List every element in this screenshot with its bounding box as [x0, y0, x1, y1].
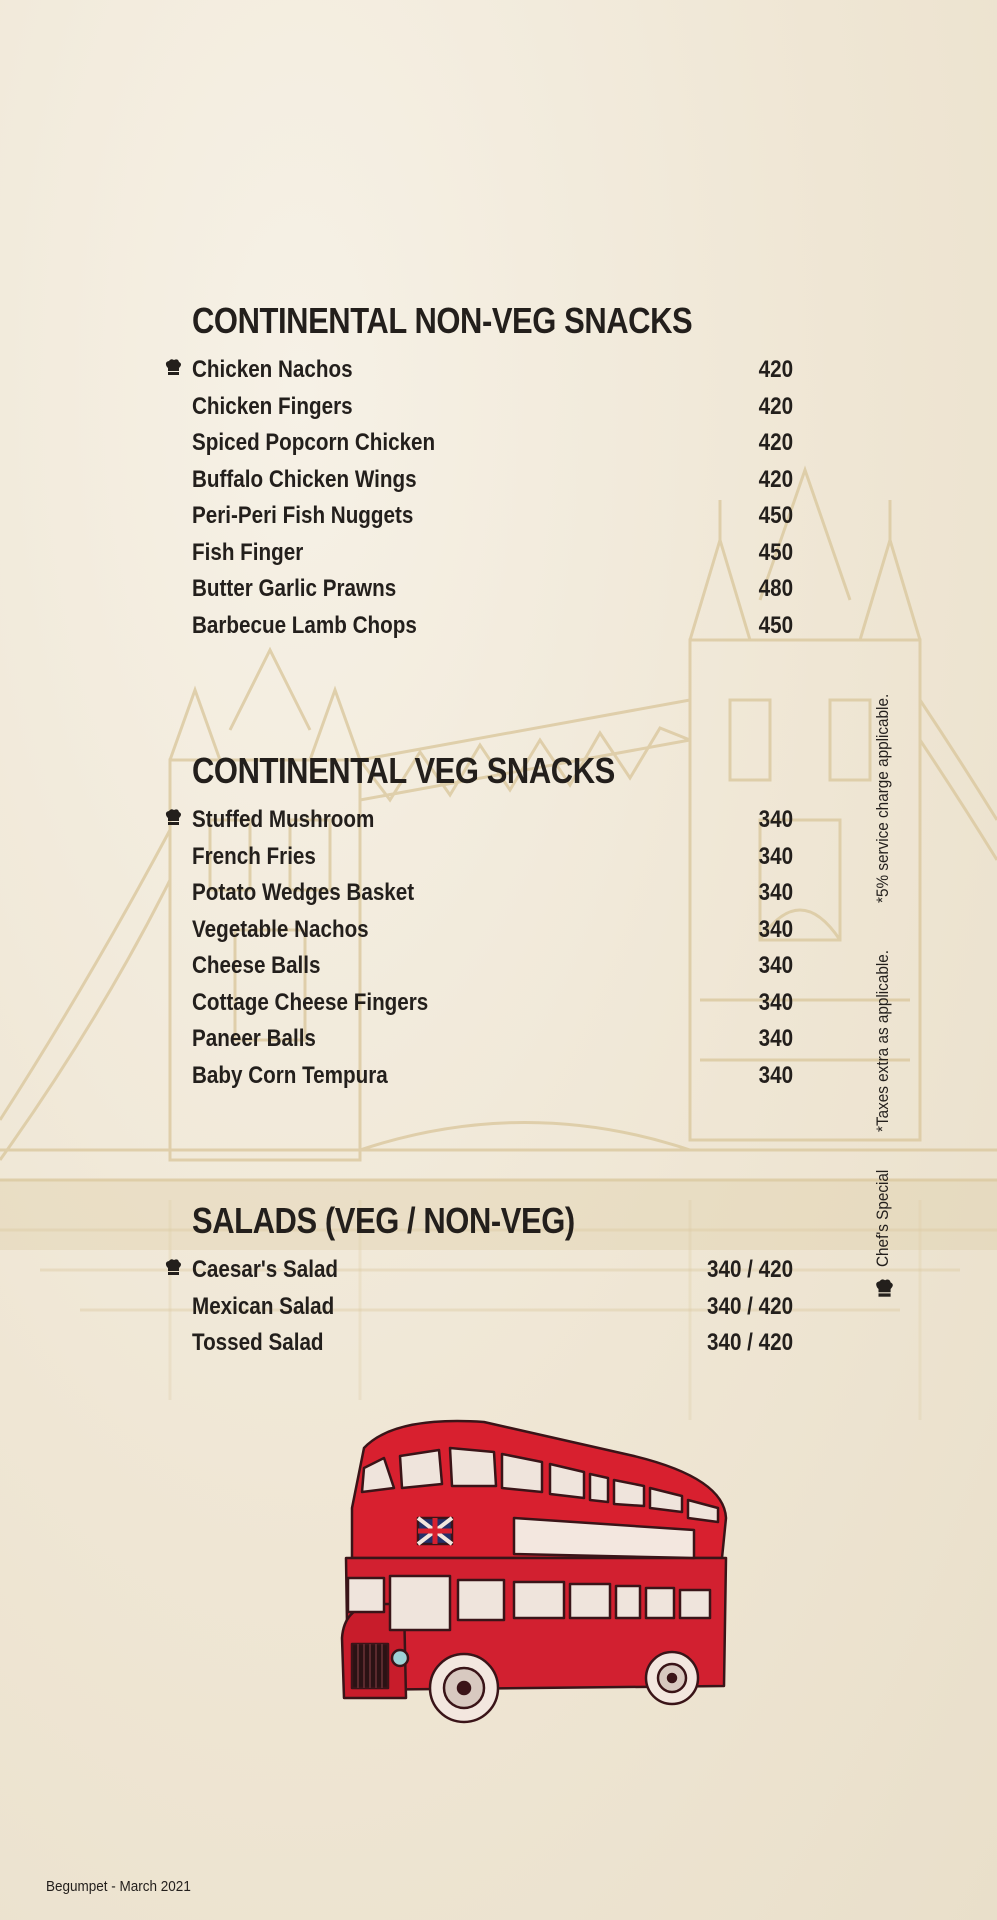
item-name: Barbecue Lamb Chops — [192, 611, 417, 639]
item-name: Baby Corn Tempura — [192, 1061, 388, 1089]
item-price: 340 / 420 — [706, 1329, 793, 1356]
item-price: 340 / 420 — [706, 1256, 793, 1283]
menu-item — [160, 875, 800, 911]
menu-item — [160, 1252, 800, 1288]
item-name: Fish Finger — [192, 538, 304, 566]
section-title: SALADS (VEG / NON-VEG) — [192, 1200, 575, 1241]
section-title: CONTINENTAL VEG SNACKS — [192, 750, 615, 791]
item-price: 340 — [758, 842, 793, 870]
item-name: Peri-Peri Fish Nuggets — [192, 502, 414, 529]
side-note — [871, 680, 895, 1300]
item-name: Mexican Salad — [192, 1292, 335, 1320]
item-name: Paneer Balls — [192, 1025, 316, 1052]
item-price: 340 — [758, 952, 793, 979]
chef-hat-icon — [164, 358, 182, 378]
item-name: French Fries — [192, 842, 316, 870]
item-price: 420 — [758, 356, 793, 383]
chefs-special-legend: Chef's Special — [873, 1169, 892, 1268]
item-name: Caesar's Salad — [192, 1256, 339, 1283]
item-price: 480 — [758, 575, 793, 602]
item-name: Potato Wedges Basket — [192, 879, 415, 906]
item-price: 340 — [758, 806, 793, 833]
menu-item — [160, 425, 800, 461]
menu-item — [160, 912, 800, 948]
menu-item — [160, 498, 800, 534]
item-price: 450 — [758, 502, 793, 529]
item-name: Spiced Popcorn Chicken — [192, 429, 436, 456]
item-name: Stuffed Mushroom — [192, 806, 375, 833]
menu-item — [160, 802, 800, 838]
item-name: Cheese Balls — [192, 952, 321, 979]
menu-item — [160, 571, 800, 607]
menu-item — [160, 389, 800, 425]
item-name: Chicken Fingers — [192, 392, 353, 420]
item-name: Buffalo Chicken Wings — [192, 465, 417, 493]
item-price: 340 — [758, 915, 793, 943]
menu-item — [160, 608, 800, 644]
item-name: Tossed Salad — [192, 1329, 324, 1356]
menu-item — [160, 985, 800, 1021]
footer-location-date: Begumpet - March 2021 — [46, 1878, 191, 1895]
menu-item — [160, 1289, 800, 1325]
service-charge-note: *5% service charge applicable. — [873, 694, 892, 904]
item-price: 420 — [758, 429, 793, 456]
item-name: Butter Garlic Prawns — [192, 575, 397, 602]
taxes-note: *Taxes extra as applicable. — [873, 950, 892, 1133]
menu-item — [160, 1325, 800, 1361]
chef-hat-icon — [164, 1258, 182, 1278]
item-price: 340 — [758, 988, 793, 1016]
item-price: 450 — [758, 611, 793, 639]
chef-hat-icon — [873, 1278, 895, 1300]
item-price: 340 — [758, 879, 793, 906]
menu-item — [160, 1021, 800, 1057]
menu-item — [160, 352, 800, 388]
menu-item — [160, 948, 800, 984]
item-name: Vegetable Nachos — [192, 915, 369, 943]
menu-item — [160, 462, 800, 498]
item-price: 420 — [758, 465, 793, 493]
item-name: Chicken Nachos — [192, 356, 353, 383]
section-title: CONTINENTAL NON-VEG SNACKS — [192, 300, 693, 341]
item-price: 340 — [758, 1025, 793, 1052]
menu-item — [160, 839, 800, 875]
chef-hat-icon — [164, 808, 182, 828]
item-price: 420 — [758, 392, 793, 420]
menu-item — [160, 1058, 800, 1094]
item-price: 450 — [758, 538, 793, 566]
menu-item — [160, 535, 800, 571]
item-price: 340 / 420 — [706, 1292, 793, 1320]
item-name: Cottage Cheese Fingers — [192, 988, 429, 1016]
item-price: 340 — [758, 1061, 793, 1089]
double-decker-bus — [334, 1408, 734, 1728]
